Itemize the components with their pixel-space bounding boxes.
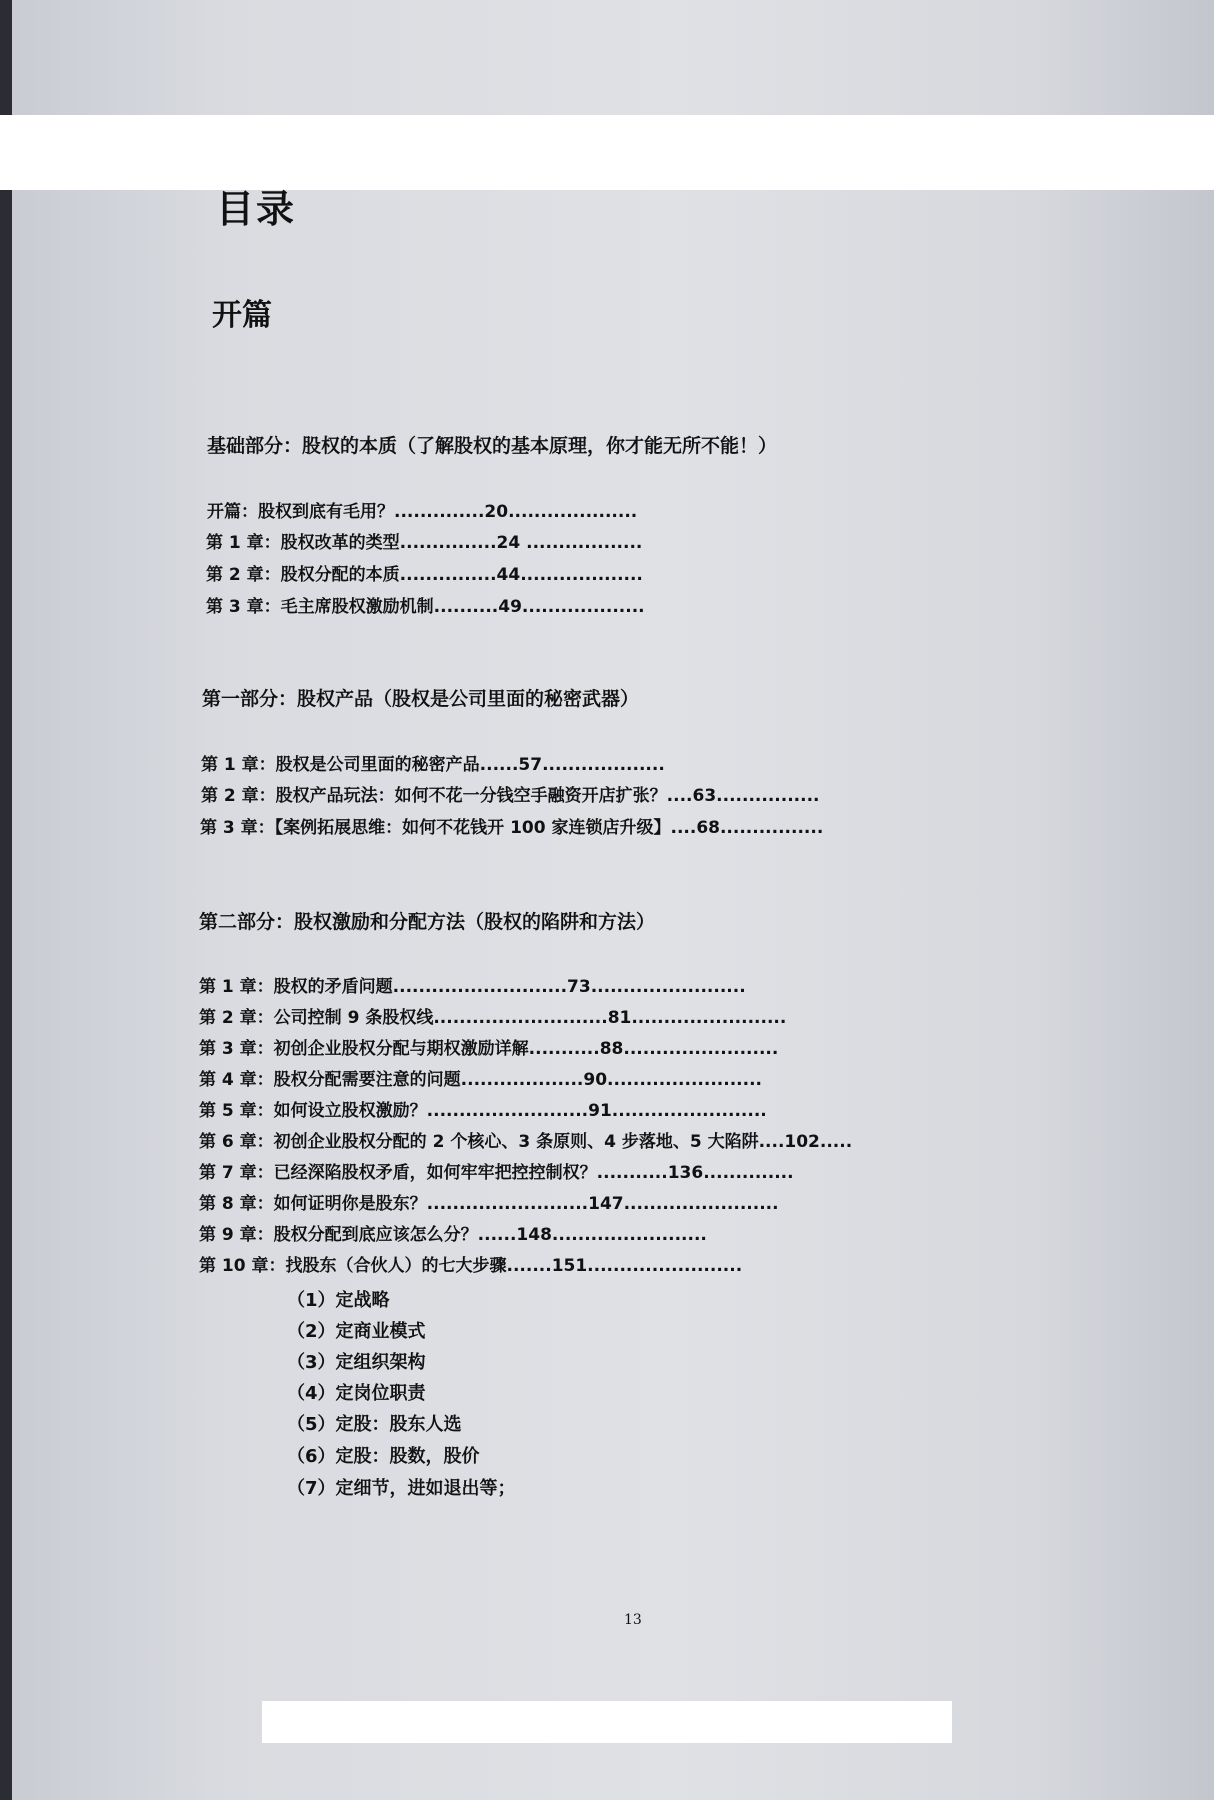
step-item: （3）定组织架构	[287, 1352, 426, 1373]
step-item: （2）定商业模式	[287, 1321, 426, 1342]
toc-entry: 第 4 章：股权分配需要注意的问题...................90........................	[199, 1070, 763, 1090]
toc-entry: 第 10 章：找股东（合伙人）的七大步骤.......151........................	[199, 1256, 743, 1276]
toc-entry: 第 3 章：【案例拓展思维：如何不花钱开 100 家连锁店升级】....68................	[200, 818, 824, 838]
toc-entry: 第 2 章：股权产品玩法：如何不花一分钱空手融资开店扩张？....63................	[201, 786, 820, 806]
step-item: （6）定股：股数，股价	[287, 1446, 480, 1467]
step-item: （4）定岗位职责	[287, 1383, 426, 1404]
toc-entry: 第 5 章：如何设立股权激励？.........................91........................	[199, 1101, 767, 1121]
redaction-bar-top	[0, 115, 1214, 190]
step-item: （1）定战略	[287, 1290, 390, 1311]
toc-entry: 开篇：股权到底有毛用？..............20....................	[207, 502, 638, 522]
toc-entry: 第 1 章：股权的矛盾问题...........................73........................	[199, 977, 746, 997]
page-number: 13	[624, 1612, 642, 1628]
opening-heading: 开篇	[212, 298, 272, 333]
redaction-bar-bottom	[262, 1701, 952, 1743]
toc-entry: 第 3 章：毛主席股权激励机制..........49...................	[206, 597, 645, 617]
step-item: （7）定细节，进如退出等；	[287, 1478, 516, 1499]
toc-entry: 第 1 章：股权改革的类型...............24 ..................	[206, 533, 643, 553]
toc-entry: 第 2 章：公司控制 9 条股权线...........................81........................	[199, 1008, 787, 1028]
section-heading: 第二部分：股权激励和分配方法（股权的陷阱和方法）	[199, 911, 656, 933]
toc-entry: 第 8 章：如何证明你是股东？.........................147........................	[199, 1194, 779, 1214]
toc-entry: 第 7 章：已经深陷股权矛盾，如何牢牢把控控制权？...........136..............	[199, 1163, 794, 1183]
toc-entry: 第 2 章：股权分配的本质...............44...................	[206, 565, 643, 585]
toc-entry: 第 3 章：初创企业股权分配与期权激励详解...........88........................	[199, 1039, 779, 1059]
section-heading: 基础部分：股权的本质（了解股权的基本原理，你才能无所不能！）	[207, 435, 778, 457]
step-item: （5）定股：股东人选	[287, 1414, 462, 1435]
section-heading: 第一部分：股权产品（股权是公司里面的秘密武器）	[202, 688, 640, 710]
toc-entry: 第 9 章：股权分配到底应该怎么分？......148........................	[199, 1225, 707, 1245]
page-title: 目录	[216, 187, 297, 231]
toc-entry: 第 6 章：初创企业股权分配的 2 个核心、3 条原则、4 步落地、5 大陷阱....102.....	[199, 1132, 853, 1152]
document-page	[12, 0, 1214, 1800]
toc-entry: 第 1 章：股权是公司里面的秘密产品......57...................	[201, 755, 665, 775]
